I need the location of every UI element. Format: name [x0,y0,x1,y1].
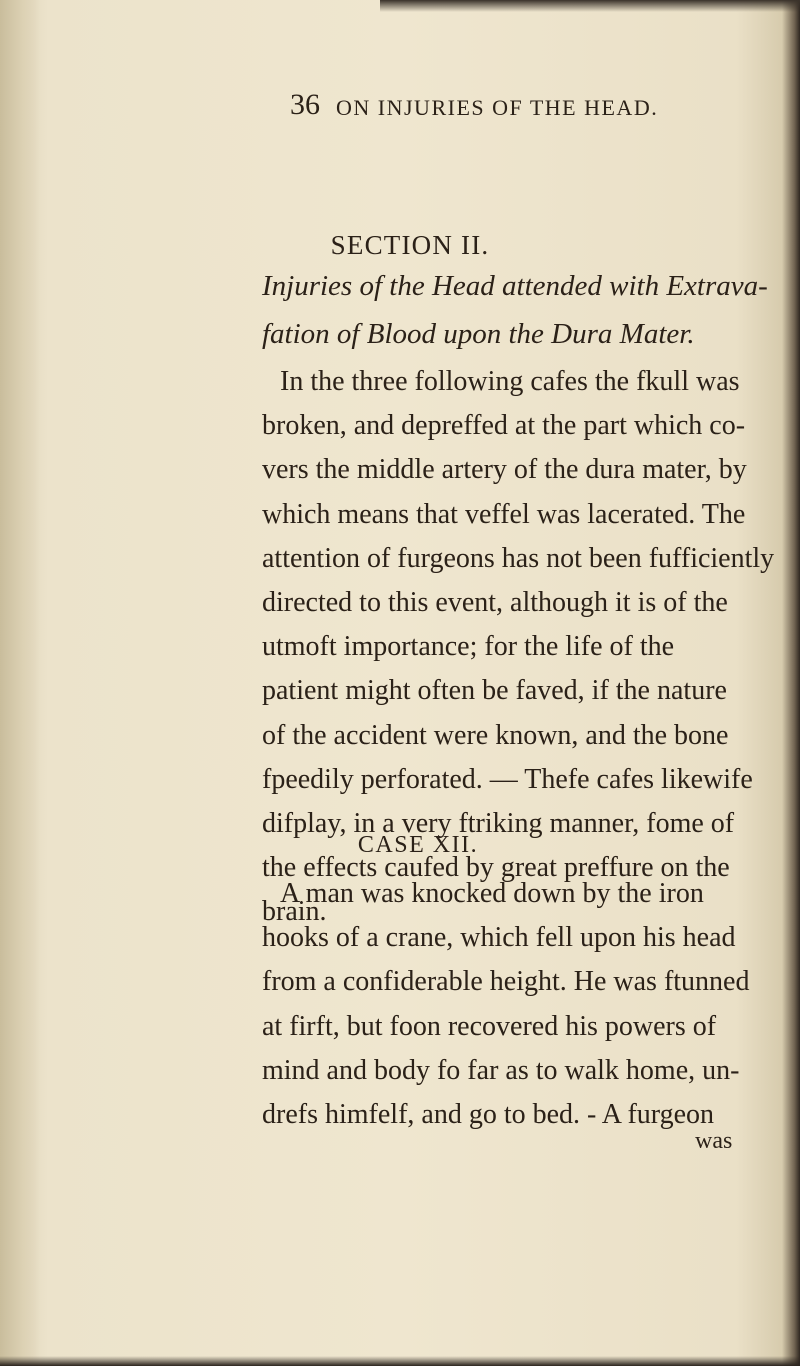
page-bottom-edge [0,1356,800,1366]
page-right-edge [782,0,800,1366]
text-line: hooks of a crane, which fell upon his head [262,922,736,954]
catchword: was [695,1128,733,1154]
text-line: A man was knocked down by the iron [280,878,704,909]
case-heading: CASE XII. [357,832,479,858]
text-line: at firft, but foon recovered his powers of [262,1010,717,1042]
subtitle-line-1: Injuries of the Head attended with Extrava- [262,270,768,302]
section-title: SECTION II. [330,230,490,260]
subtitle-line-2: fation of Blood upon the Dura Mater. [262,318,695,350]
text-line: drefs himfelf, and go to bed. - A furgeon [262,1099,715,1131]
text-line: from a confiderable height. He was ftunned [262,966,750,998]
text-line: brain. [262,896,327,928]
text-line: which means that veffel was lacerated. The [262,498,746,530]
text-line: difplay, in a very ftriking manner, fome of [262,808,735,840]
page-gutter-shadow [0,0,40,1366]
text-line: broken, and depreffed at the part which co- [262,410,746,442]
text-line: fpeedily perforated. — Thefe cafes likewife [262,763,753,795]
text-line: vers the middle artery of the dura mater, by [262,454,747,486]
page-header [0,88,800,128]
text-line: the effects caufed by great preffure on the [262,852,730,884]
text-line: patient might often be faved, if the nature [262,675,727,707]
text-line: of the accident were known, and the bone [262,719,729,751]
section-subtitle [262,262,782,358]
running-head: ON INJURIES OF THE HEAD. [336,95,659,120]
text-line: directed to this event, although it is of the [262,587,728,619]
page-number: 36 [290,88,320,121]
text-line: In the three following cafes the fkull was [280,366,740,397]
text-line: attention of furgeons has not been fufficiently [262,542,775,574]
case-paragraph [262,872,767,1137]
text-line: mind and body fo far as to walk home, un- [262,1054,740,1086]
page-top-edge [380,0,800,12]
text-line: utmoft importance; for the life of the [262,631,675,663]
